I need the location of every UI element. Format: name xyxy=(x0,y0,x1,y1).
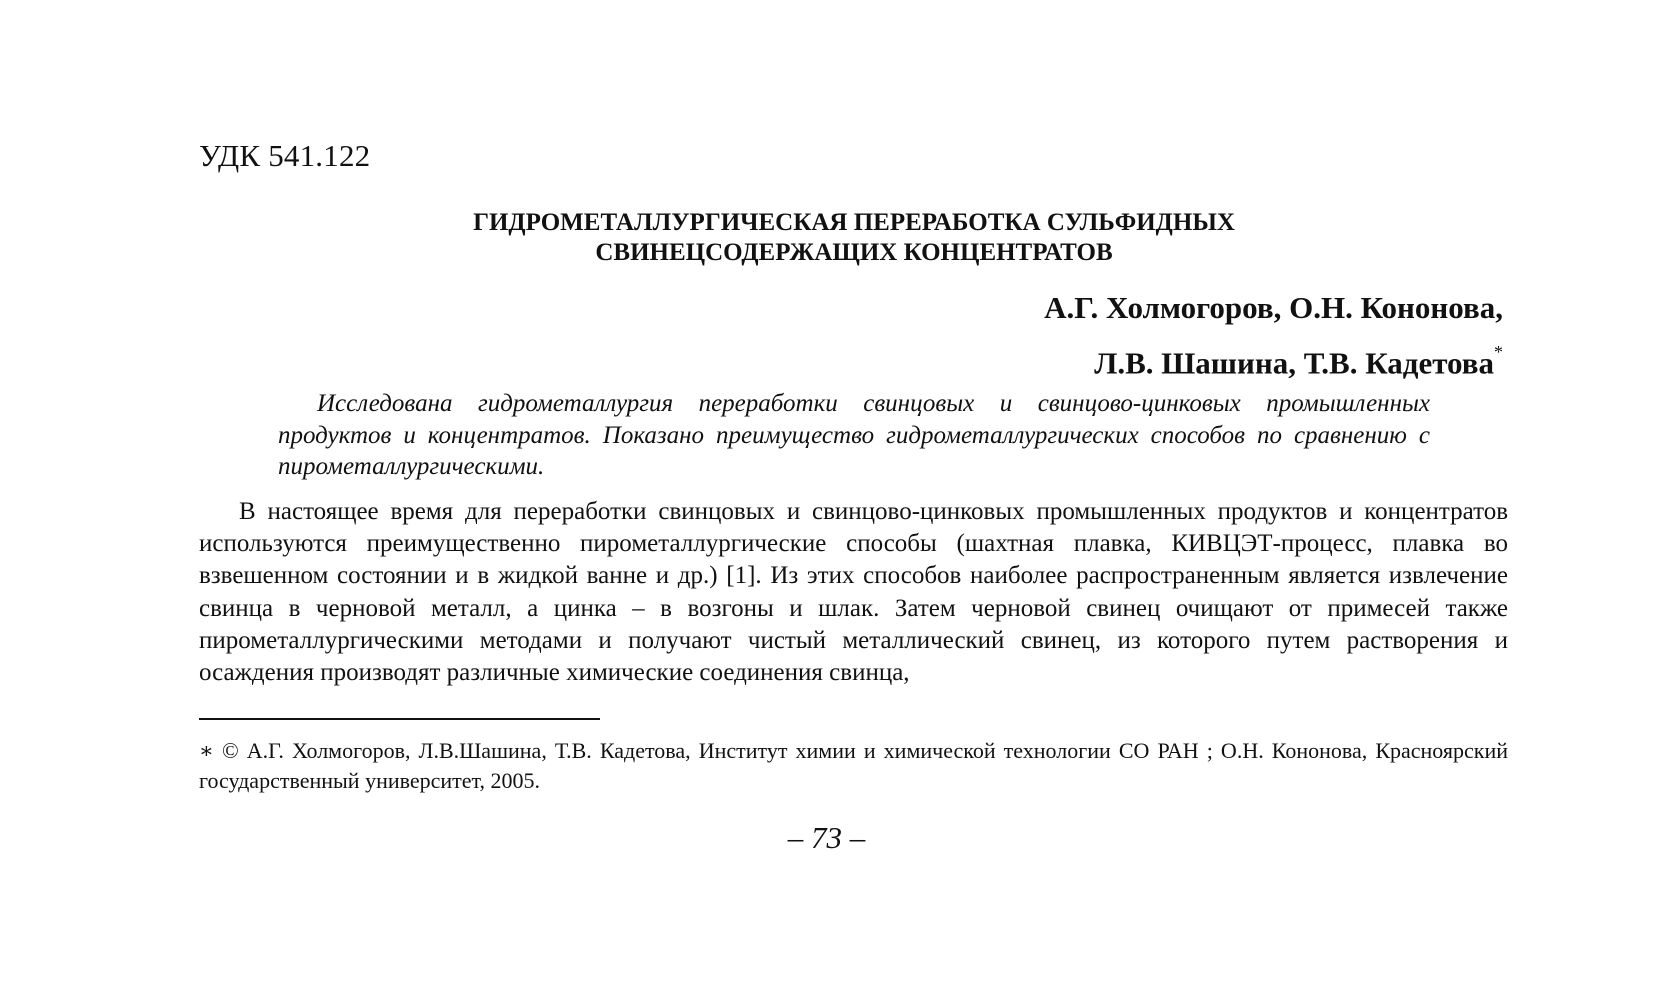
author-footnote-mark: * xyxy=(1494,342,1503,362)
author-line-1: А.Г. Холмогоров, О.Н. Кононова, xyxy=(1044,290,1503,325)
author-line-2: Л.В. Шашина, Т.В. Кадетова xyxy=(1094,345,1494,381)
udc-code: УДК 541.122 xyxy=(199,138,371,173)
article-title xyxy=(199,208,1509,268)
article-title-line-1: ГИДРОМЕТАЛЛУРГИЧЕСКАЯ ПЕРЕРАБОТКА СУЛЬФИДНЫХ xyxy=(473,209,1235,236)
footnote: ∗ © А.Г. Холмогоров, Л.В.Шашина, Т.В. Кадетова, Институт химии и химической технологии СО РАН ; О.Н. Кононова, Красноярский государственный университет, 2005. xyxy=(199,738,1508,793)
abstract: Исследована гидрометаллургия переработки свинцовых и свинцово-цинковых промышленных продуктов и концентратов. Показано преимущество гидрометаллургических способов по сравнению с пирометаллургическими. xyxy=(278,390,1430,480)
footnote-divider xyxy=(199,718,600,720)
body-paragraph: В настоящее время для переработки свинцовых и свинцово-цинковых промышленных продуктов и концентратов используются преимущественно пирометаллургические способы (шахтная плавка, КИВЦЭТ-процесс, плавка во взвешенном состоянии и в жидкой ванне и др.) [1]. Из этих способов наиболее распространенным является извлечение свинца в черновой металл, а цинка – в возгоны и шлак. Затем черновой свинец очищают от примесей также пирометаллургическими методами и получают чистый металлический свинец, из которого путем растворения и осаждения производят различные химические соединения свинца, xyxy=(199,498,1508,687)
author-list xyxy=(1044,284,1503,387)
page-number: – 73 – xyxy=(787,820,866,855)
author-line-2-wrap xyxy=(1044,332,1503,387)
article-title-line-2: СВИНЕЦСОДЕРЖАЩИХ КОНЦЕНТРАТОВ xyxy=(595,239,1113,266)
